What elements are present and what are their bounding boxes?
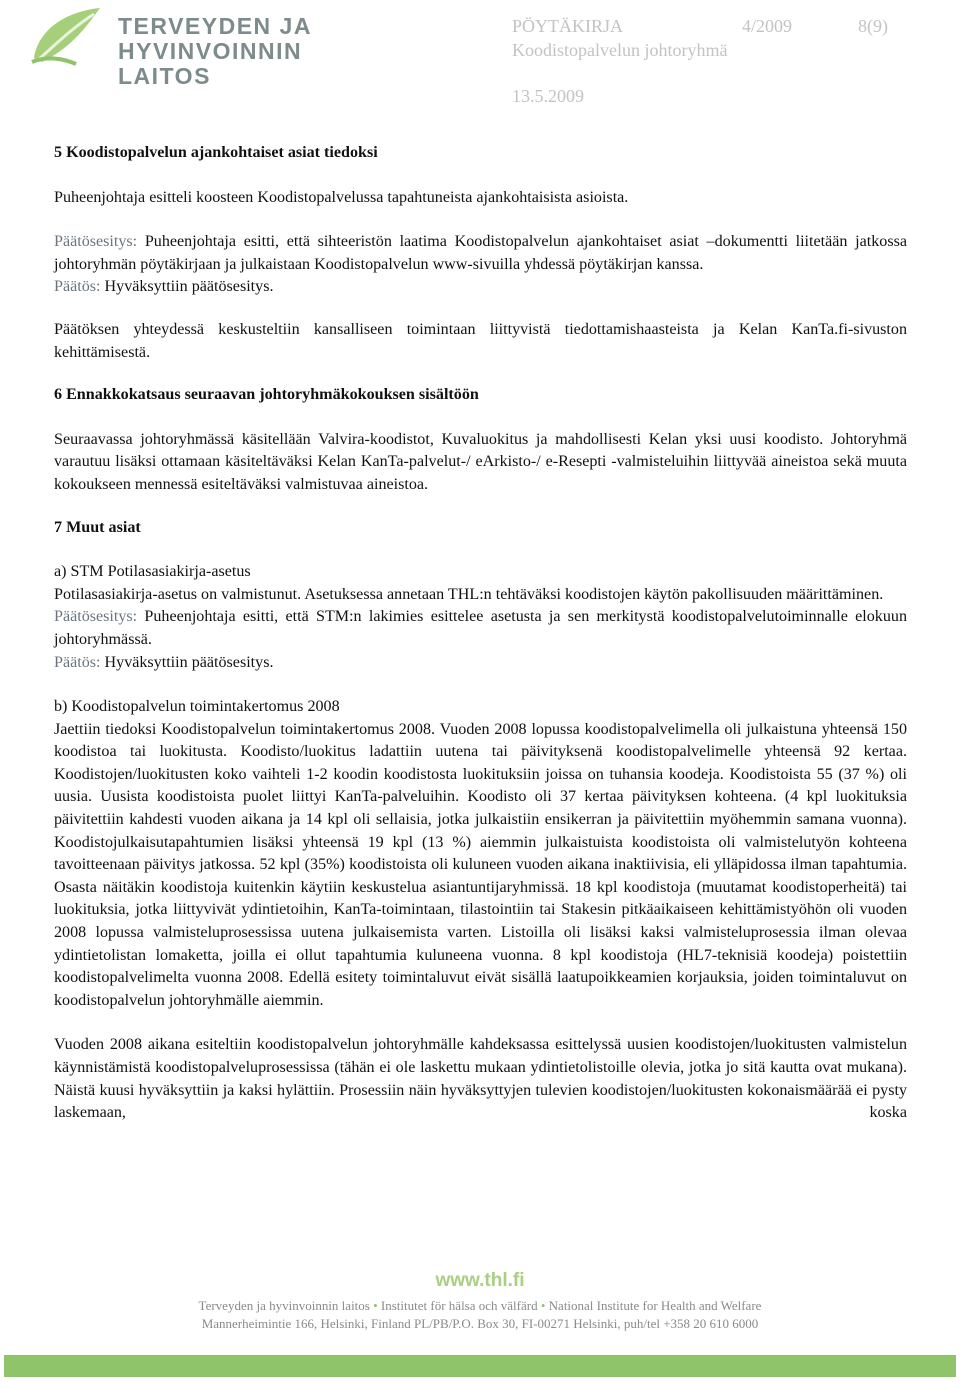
group-name: Koodistopalvelun johtoryhmä (512, 40, 728, 60)
footer-separator: • (373, 1298, 378, 1313)
section-7a-title: a) STM Potilasasiakirja-asetus (54, 563, 251, 581)
section-6-heading: 6 Ennakkokatsaus seuraavan johtoryhmäkokouksen sisältöön (54, 386, 479, 404)
meeting-date: 13.5.2009 (512, 86, 584, 106)
footer-green-bar (4, 1355, 956, 1377)
page-number: 8(9) (858, 16, 888, 36)
logo-line-1: TERVEYDEN JA (118, 13, 312, 39)
proposal-label-7a: Päätösesitys: (54, 608, 138, 626)
section-7b-title: b) Koodistopalvelun toimintakertomus 2008 (54, 698, 340, 716)
thl-logo (28, 6, 388, 89)
section-7a-proposal (54, 606, 907, 651)
footer-separator: • (540, 1298, 546, 1313)
section-5-heading: 5 Koodistopalvelun ajankohtaiset asiat tiedoksi (54, 144, 378, 161)
proposal-label: Päätösesitys: (54, 233, 138, 251)
section-5-intro: Puheenjohtaja esitteli koosteen Koodistopalvelussa tapahtuneista ajankohtaisista asioista. (54, 188, 629, 206)
section-5-proposal (54, 231, 907, 276)
section-5-discussion: Päätöksen yhteydessä keskusteltiin kansalliseen toimintaan liittyvistä tiedottamishaasteista ja Kelan KanTa.fi-sivuston kehittämisestä. (54, 320, 907, 361)
section-7b-text: Jaettiin tiedoksi Koodistopalvelun toimintakertomus 2008. Vuoden 2008 lopussa koodistopalvelimella oli julkaistuna yhteensä 150 koodistoa tai luokitusta. Koodisto/luokitus ladattiin uutena tai päivityksenä koodistopalvelimelle yhteensä 92 kertaa. Koodistojen/luokitusten koko vaihteli 1-2 koodin koodistosta luokituksiin joissa on tuhansia koodeja. Koodistoista 55 (37 %) oli uusia. Uusista koodistoista puolet liittyi KanTa-palveluihin. Koodisto oli 37 kertaa päivityksen kohteena. (4 kpl luokituksia päivitettiin kahdesti vuoden aikana ja 14 kpl oli sellaisia, jotka julkaistiin ensikerran ja päivitettiin myöhemmin samana vuonna). Koodistojulkaisutapahtumien lisäksi yhteensä 19 kpl (13 %) aiemmin julkaistuista koodistoista oli valmistelutyön kohteena tavoitteenaan päivitys jatkossa. 52 kpl (35%) koodistoista oli kuluneen vuoden aikana inaktiivisia, eli ylläpidossa ilman tapahtumia. Osasta näitäkin koodistoja kuitenkin käytiin keskustelua asiantuntijaryhmissä. 18 kpl koodistoja (muutamat koodistoperheitä) tai luokituksia, jotka liittyvivät ydintietoihin, KanTa-toimintaan, tilastointiin tai Stakesin pitkäaikaiseen kehittämistyöhön oli vuoden 2008 lopussa valmisteluprosessissa uutena julkaisemista varten. Listoilla oli lisäksi kaksi valmisteluprosessia ilman olevaa ydintietolistan lomaketta, joilla ei ollut tapahtumia kuluneena vuonna. 8 kpl koodistoja (HL7-teknisiä koodeja) poistettiin koodistopalvelimelta vuonna 2008. Edellä esitety toimintaluvut eivät sisällä laatupoikkeamien korjauksia, joiden toimintaluvut on koodistopalvelun johtoryhmälle aiemmin. (54, 720, 907, 1009)
proposal-text: Puheenjohtaja esitti, että sihteeristön laatima Koodistopalvelun ajankohtaiset asiat –dokumentti liitetään jatkossa johtoryhmän pöytäkirjaan ja julkaistaan Koodistopalvelun www-sivuilla yhdessä pöytäkirjan kanssa. (54, 233, 907, 273)
logo-wordmark (118, 14, 388, 89)
section-7b-text-2: Vuoden 2008 aikana esiteltiin koodistopalvelun johtoryhmälle kahdeksassa esittelyssä uusien koodistojen/luokitusten valmistelun käynnistämistä koodistopalveluprosessissa (tähän ei ole laskettu mukaan ydintietolistoille olevia, jotka jo sitä kautta ovat mukana). Näistä kuusi hyväksyttiin ja kaksi hylättiin. Prosessiin näin hyväksyttyjen tulevien koodistojen/luokitusten kokonaismäärää ei pysty laskemaan, koska (54, 1036, 907, 1122)
footer-name-fi: Terveyden ja hyvinvoinnin laitos (198, 1298, 370, 1313)
logo-line-2: HYVINVOINNIN LAITOS (118, 38, 303, 89)
footer-url: www.thl.fi (435, 1270, 525, 1291)
footer-names (0, 1298, 960, 1314)
section-5-decision (54, 276, 907, 299)
footer-name-en: National Institute for Health and Welfare (548, 1298, 762, 1313)
section-6-text: Seuraavassa johtoryhmässä käsitellään Valvira-koodistot, Kuvaluokitus ja mahdollisesti Kelan yksi uusi koodisto. Johtoryhmä varautuu lisäksi ottamaan käsiteltäväksi Kelan KanTa-palvelut-/ eArkisto-/ e-Resepti -valmisteluihin liittyvää aineistoa sekä muuta kokoukseen mennessä esiteltäväksi valmistuvaa aineistoa. (54, 430, 907, 493)
footer-address: Mannerheimintie 166, Helsinki, Finland PL/PB/P.O. Box 30, FI-00271 Helsinki, puh/tel +358 20 610 6000 (201, 1316, 759, 1331)
document-body (54, 142, 907, 1125)
section-7a-decision (54, 652, 907, 675)
doc-type: PÖYTÄKIRJA (512, 16, 624, 36)
decision-text: Hyväksyttiin päätösesitys. (100, 278, 274, 296)
footer-name-sv: Institutet för hälsa och välfärd (380, 1298, 538, 1313)
decision-label: Päätös: (54, 278, 101, 296)
decision-label-7a: Päätös: (54, 653, 101, 671)
decision-text-7a: Hyväksyttiin päätösesitys. (100, 653, 274, 671)
leaf-logo-icon (28, 6, 108, 66)
proposal-text-7a: Puheenjohtaja esitti, että STM:n lakimies esittelee asetusta ja sen merkitystä koodistopalvelutoiminnalle elokuun johtoryhmässä. (54, 608, 907, 648)
doc-number: 4/2009 (742, 16, 793, 36)
section-7-heading: 7 Muut asiat (54, 518, 141, 536)
section-7a-text: Potilasasiakirja-asetus on valmistunut. Asetuksessa annetaan THL:n tehtäväksi koodistojen käytön pakollisuuden määrittäminen. (54, 585, 884, 603)
